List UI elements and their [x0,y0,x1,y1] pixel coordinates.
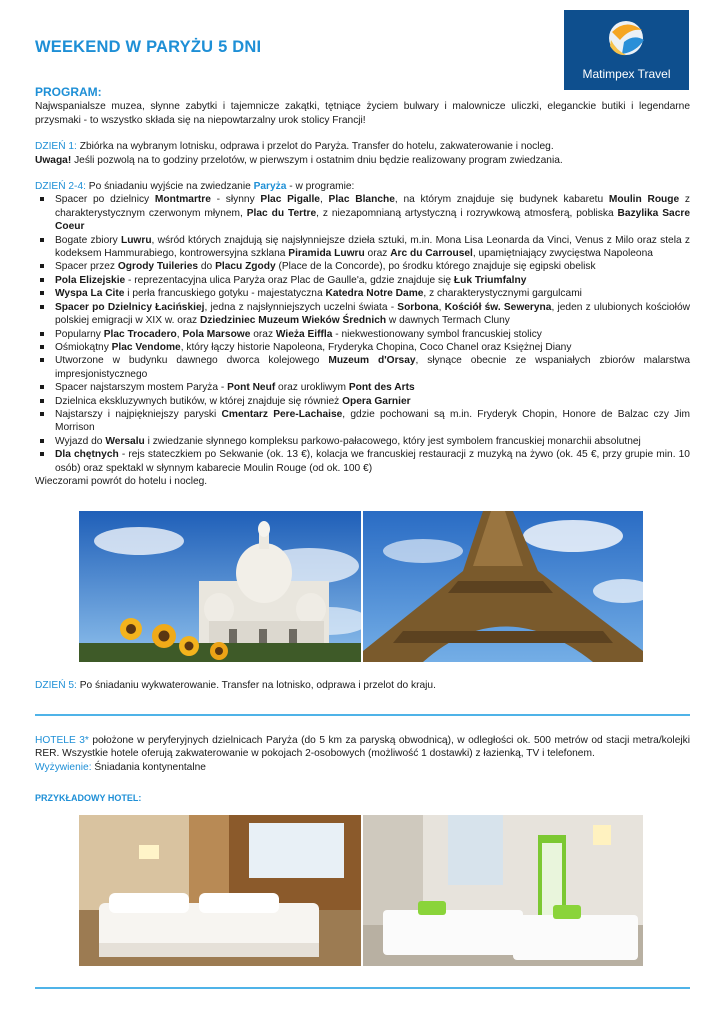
program-item-text: oraz [364,248,391,260]
evening-note: Wieczorami powrót do hotelu i nocleg. [35,475,208,487]
day5-paragraph [35,680,436,691]
program-item-text: - niekwestionowany symbol francuskiej stolicy [332,328,542,340]
program-item-text: , wśród których znajdują się najsłynniejsze dzieła sztuki, m.in. Mona Lisa Leonarda da Vinci, Venus z Milo oraz stela z kodeksem Hammurabiego, kontrowersyjna szklana [55,234,690,260]
program-item-text: , gdzie pochowani są m.in. Fryderyk Chopin, Honore de Balzac czy Jim Morrison [55,408,691,434]
attraction-name: Bazylika Sacre Coeur [55,207,690,233]
program-item-text: , [319,194,329,206]
program-item-text: , na którym znajduje się budynek kabaretu [394,194,609,206]
program-item [55,408,690,435]
program-item-text: i zwiedzanie słynnego kompleksu parkowo-pałacowego, który jest symbolem francuskiej monarchii absolutnej [144,435,641,447]
attraction-name: Pola Marsowe [182,328,251,340]
board-label: Wyżywienie: [35,761,92,773]
program-item-text: Dzielnica ekskluzywnych butików, w której znajduje się również [55,395,343,407]
program-item-text: , z charakterystycznymi gargulcami [423,288,582,300]
attraction-name: Cmentarz Pere-Lachaise [221,408,343,420]
attraction-name: Łuk Triumfalny [453,274,527,286]
program-item [55,287,690,300]
program-item [55,301,690,328]
program-item-text: oraz urokliwym [275,382,349,394]
program-item-text: oraz [250,328,276,340]
program-item-text: Spacer przez [55,261,118,273]
attraction-name: Placu Zgody [215,261,276,273]
day1-label: DZIEŃ 1: [35,141,77,153]
attraction-name: Montmartre [154,194,211,206]
program-item-text: Najstarszy i najpiękniejszy paryski [55,408,222,420]
program-item [55,448,690,475]
day5-label: DZIEŃ 5: [35,680,77,691]
attraction-name: Sorbona [397,301,439,313]
paris-photos [79,511,643,662]
program-item-text: , jedna z najsłynniejszych uczelni świata - [204,301,398,313]
attraction-name: Arc du Carrousel [390,248,473,260]
note-text: Jeśli pozwolą na to godziny przelotów, w pierwszym i ostatnim dniu będzie realizowany program zwiedzania. [71,154,563,166]
day24-paragraph [35,180,690,193]
bottom-divider [35,987,690,989]
program-item-text: - rejs stateczkiem po Sekwanie (ok. 13 €), kolacja we francuskiej restauracji z muzyką na żywo (ok. 45 €, przy grupie min. 10 osób) oraz spektakl w słynnym kabarecie Moulin Rouge (od ok. 100 €) [55,449,690,474]
attraction-name: Plac du Tertre [246,207,317,219]
hotels-section [35,734,690,774]
program-list [35,193,690,475]
hotels-text: położone w peryferyjnych dzielnicach Paryża (do 5 km za paryską obwodnicą), w odległości ok. 500 metrów od stacji metra/kolejki RER. Wszystkie hotele oferują zakwaterowanie w pokojach 2-osobowych (możliwość 1 dostawki) z łazienką, TV i telefonem. [35,735,690,760]
board-text: Śniadania kontynentalne [91,761,206,773]
eiffel-tower-photo [363,511,643,662]
day24-pre: Po śniadaniu wyjście na zwiedzanie [85,181,254,193]
program-item-text: , [438,301,445,313]
day1-note [35,154,690,167]
program-item [55,341,690,354]
program-item-text: Ośmiokątny [55,341,112,353]
attraction-name: Moulin Rouge [608,194,680,206]
logo-text: Matimpex Travel [582,67,671,81]
hotel-room-photo-1 [79,815,361,966]
day1-paragraph [35,140,690,153]
hotels-label: HOTELE 3* [35,735,89,746]
attraction-name: Plac Vendome [111,341,181,353]
program-item-text: , z niezapomnianą artystyczną i rozrywkową atmosferą, pobliska [316,207,618,219]
attraction-name: Wersalu [105,435,145,447]
attraction-name: Kościół św. Seweryna [444,301,552,313]
program-item-text: Popularny [55,328,104,340]
program-item-text: - słynny [210,194,261,206]
program-heading: PROGRAM: [35,85,102,99]
attraction-name: Luwru [120,234,152,246]
program-section [35,86,690,488]
program-item-text: do [198,261,216,273]
program-item-text: Bogate zbiory [55,234,121,246]
program-item-text: , [176,328,183,340]
program-item-text: - reprezentacyjna ulica Paryża oraz Plac de Gaulle'a, gdzie znajduje się [125,274,454,286]
program-item-text: w dawnych Termach Cluny [386,315,510,327]
program-item [55,435,690,448]
program-intro: Najwspanialsze muzea, słynne zabytki i tajemnicze zakątki, tętniące życiem bulwary i malownicze uliczki, eleganckie butiki i legendarne przysmaki - to wszystko składa się na niepowtarzalny urok stolicy Francji! [35,101,690,126]
board-paragraph [35,761,690,774]
attraction-name: Dla chętnych [55,449,119,461]
program-item [55,354,690,381]
section-divider [35,714,690,716]
hotel-photos [79,815,643,966]
program-item-text: , słynące obecnie ze wspaniałych zbiorów malarstwa impresjonistycznego [55,355,690,380]
day24-city: Paryża [253,181,287,193]
attraction-name: Muzeum d'Orsay [328,355,416,367]
program-item-text: Wyjazd do [55,435,106,447]
attraction-name: Plac Pigalle [260,194,320,206]
program-item [55,395,690,408]
sacre-coeur-photo [79,511,361,662]
hotels-paragraph [35,734,690,761]
program-item-text: , upamiętniający zwycięstwa Napoleona [472,248,653,260]
program-item-text: z charakterystycznym czerwonym młynem, [55,194,690,219]
program-item-text: Utworzone w budynku dawnego dworca kolejowego [55,355,329,367]
program-item-text: Spacer po dzielnicy [55,194,155,206]
attraction-name: Katedra Notre Dame [325,288,424,300]
program-item [55,234,690,261]
program-item-text: (Place de la Concorde), po środku którego znajduje się egipski obelisk [275,261,596,273]
attraction-name: Ogrody Tuileries [117,261,199,273]
day1-text: Zbiórka na wybranym lotnisku, odprawa i przelot do Paryża. Transfer do hotelu, zakwaterowanie i nocleg. [76,141,554,153]
page-title: WEEKEND W PARYŻU 5 DNI [35,38,262,56]
day24-label: DZIEŃ 2-4: [35,181,86,193]
attraction-name: Dziedziniec Muzeum Wieków Średnich [199,315,387,327]
attraction-name: Pont des Arts [348,382,415,394]
program-item [55,260,690,273]
attraction-name: Wyspa La Cite [55,288,125,300]
attraction-name: Plac Trocadero [103,328,177,340]
program-item [55,328,690,341]
program-item-text: i perła francuskiego gotyku - majestatyczna [124,288,326,300]
company-logo [564,10,689,90]
attraction-name: Spacer po Dzielnicy Łacińskiej [55,301,205,313]
attraction-name: Pont Neuf [227,382,276,394]
attraction-name: Pola Elizejskie [55,274,126,286]
program-item-text: , jeden z ulubionych kościołów polskiej emigracji w XIX w. oraz [55,301,690,327]
program-item-text: Spacer najstarszym mostem Paryża - [55,382,228,394]
attraction-name: Opera Garnier [342,395,411,407]
note-label: Uwaga! [35,154,72,166]
sample-hotel-heading: PRZYKŁADOWY HOTEL: [35,793,142,803]
hotel-room-photo-2 [363,815,643,966]
attraction-name: Wieża Eiffla [275,328,333,340]
attraction-name: Piramida Luwru [288,248,365,260]
day5-text: Po śniadaniu wykwaterowanie. Transfer na lotnisko, odprawa i przelot do kraju. [76,680,436,691]
day24-post: - w programie: [286,181,355,193]
program-item [55,193,690,233]
program-item [55,381,690,394]
program-item [55,274,690,287]
program-item-text: , który łączy historie Napoleona, Fryderyka Chopina, Coco Chanel oraz Księżnej Diany [180,341,572,353]
attraction-name: Plac Blanche [328,194,395,206]
